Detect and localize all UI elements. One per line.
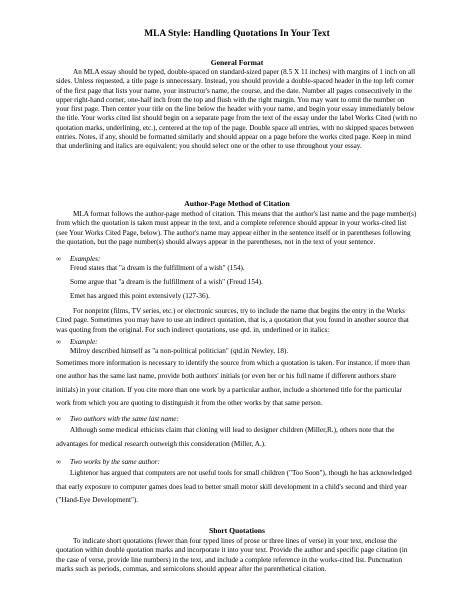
example-bullet: ∞: [56, 338, 61, 346]
more-info-paragraph: Sometimes more information is necessary to identify the source from which a quotation is taken. For instance, if more than one author has the same last name, provide both authors' initials (or even her or his full name if different authors share initials) in your citation. If you cite more than one work by a particular author, include a shortened title for the particular work from which you are quoting to distinguish it from the other works by that same person.: [56, 359, 410, 408]
page-title: MLA Style: Handling Quotations In Your Text: [144, 29, 330, 39]
general-format-paragraph: An MLA essay should be typed, double-spaced on standard-sized paper (8.5 X 11 inches) with margins of 1 inch on all sides. Unless requested, a title page is unnecessary. Instead, you should provide a double-spaced header in the top left corner of the first page that lists your name, your instructor's name, the course, and the date. Number all pages consecutively in the upper right-hand corner, one-half inch from the top and flush with the right margin. You may want to omit the number on your first page. Then center your title on the line below the header with your name, and begin your essay immediately below the title. Your works cited list should begin on a separate page from the text of the essay under the label Works Cited (with no quotation marks, underlining, etc.), centered at the top of the page. Double space all entries, with no skipped spaces between entries. Notes, if any, should be formatted similarly and should appear on a page before the works cited page. Keep in mind that underlining and italics are equivalent; you should select one or the other to use throughout your essay.: [56, 68, 417, 151]
example-line-1: Freud states that "a dream is the fulfillment of a wish" (154).: [70, 264, 245, 272]
two-authors-example: Although some medical ethicists claim that cloning will lead to designer children (Miller,R.), others note that the advantages for medical research outweigh this consideration (Miller, A.).: [56, 426, 395, 448]
example-milroy: Milroy described himself as "a non-political politician" (qtd.in Newley, 18).: [70, 347, 289, 355]
example-line-2: Some argue that "a dream is the fulfillment of a wish" (Freud 154).: [70, 278, 263, 286]
author-page-heading: Author-Page Method of Citation: [184, 199, 290, 208]
examples-label: Examples:: [70, 255, 101, 263]
examples-bullet: ∞: [56, 255, 61, 263]
nonprint-paragraph: For nonprint (films, TV series, etc.) or electronic sources, try to include the name that begins the entry in the Works Cited page. Sometimes you may have to use an indirect quotation, that is, a quotation that you found in another source that was quoting from the original. For such indirect quotations, use qtd. in, underlined or in italics:: [56, 307, 409, 334]
two-works-label: Two works by the same author:: [70, 458, 160, 466]
example-line-3: Emet has argued this point extensively (127-36).: [70, 292, 210, 300]
short-quotations-paragraph: To indicate short quotations (fewer than four typed lines of prose or three lines of verse) in your text, enclose the quotation within double quotation marks and incorporate it into your text. Provide the author and specific page citation (in the case of verse, provide line numbers) in the text, and include a complete reference in the works-cited list. Punctuation marks such as periods, commas, and semicolons should appear after the parenthetical citation.: [56, 537, 408, 573]
author-page-paragraph: MLA format follows the author-page method of citation. This means that the author's last name and the page number(s) from which the quotation is taken must appear in the text, and a complete reference should appear in your works-cited list (see Your Works Cited Page, below). The author's name may appear either in the sentence itself or in parentheses following the quotation, but the page number(s) should always appear in the parentheses, not in the text of your sentence.: [56, 210, 417, 246]
example-label: Example:: [70, 338, 98, 346]
general-format-heading: General Format: [210, 58, 264, 67]
two-works-example: Lightenor has argued that computers are not useful tools for small children ("Too Soon"), though he has acknowledged that early exposure to computer games does lead to better small motor skill development in a child's second and third year ("Hand-Eye Development").: [56, 469, 412, 505]
two-works-bullet: ∞: [56, 458, 61, 466]
short-quotations-heading: Short Quotations: [209, 526, 265, 535]
two-authors-bullet: ∞: [56, 415, 61, 423]
two-authors-label: Two authors with the same last name:: [70, 415, 179, 423]
